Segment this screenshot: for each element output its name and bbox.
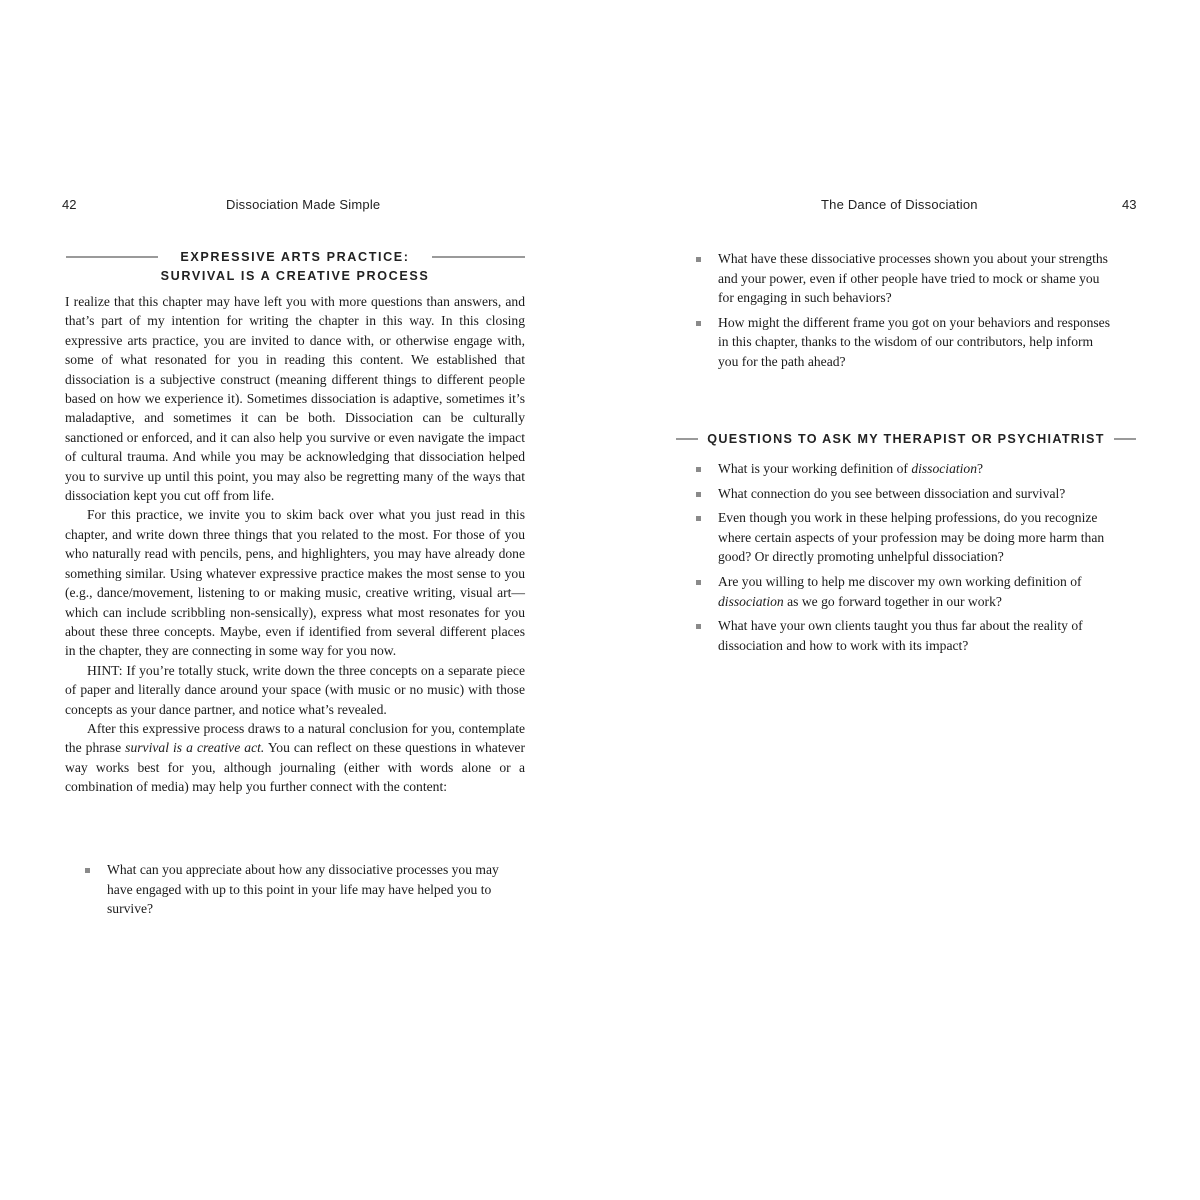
list-item-text: What have your own clients taught you thus far about the reality of dissociation and how to work with its impact? <box>718 618 1083 653</box>
square-bullet-icon <box>696 257 701 262</box>
list-item <box>696 616 1116 655</box>
list-item <box>696 572 1116 611</box>
paragraph: For this practice, we invite you to skim back over what you just read in this chapter, and write down three things that you related to the most. For those of you who naturally read with pencils, pens, and highlighters, you may have already done something similar. Using whatever expressive practice makes the most sense to you (e.g., dance/movement, listening to or making music, creative writing, visual art—which can include scribbling non-sensically), express what most resonates for you about these three concepts. Maybe, even if identified from several different places in the chapter, they are connecting in some way for you now. <box>65 507 525 659</box>
list-item <box>696 459 1116 479</box>
running-head: Dissociation Made Simple <box>226 197 381 212</box>
list-item-text: What is your working definition of <box>718 461 912 476</box>
bullet-list <box>696 249 1116 377</box>
emphasis-text: survival is a creative act. <box>125 740 265 756</box>
list-item <box>696 484 1116 504</box>
square-bullet-icon <box>696 624 701 629</box>
section-heading-line-2: SURVIVAL IS A CREATIVE PROCESS <box>160 269 430 283</box>
text-run: You can reflect on these questions in whatever way works best for you, although journaling (either with words alone or a combination of media) may help you further connect with the content: <box>65 740 525 795</box>
square-bullet-icon <box>696 492 701 497</box>
heading-rule-left <box>66 256 158 258</box>
square-bullet-icon <box>696 580 701 585</box>
paragraph: HINT: If you’re totally stuck, write down the three concepts on a separate piece of paper and literally dance around your space (with music or no music) with those concepts as your dance partner, and notice what’s revealed. <box>65 662 525 717</box>
list-item <box>696 508 1116 567</box>
list-item-text: How might the different frame you got on your behaviors and responses in this chapter, thanks to the wisdom of our contributors, help inform you for the path ahead? <box>718 314 1110 369</box>
square-bullet-icon <box>696 467 701 472</box>
list-item <box>85 860 505 919</box>
list-item-text: What connection do you see between dissociation and survival? <box>718 485 1066 501</box>
right-page <box>600 0 1200 1200</box>
list-item-text: What can you appreciate about how any dissociative processes you may have engaged with up to this point in your life may have helped you to survive? <box>107 862 499 917</box>
list-item-text: ? <box>977 461 984 476</box>
body-text <box>65 292 525 797</box>
heading-rule-right <box>432 256 525 258</box>
heading-rule-right <box>1114 438 1136 440</box>
page-number: 42 <box>62 197 77 212</box>
paragraph: I realize that this chapter may have left you with more questions than answers, and that’s part of my intention for writing the chapter in this way. In this closing expressive arts practice, you are invited to dance with, or otherwise engage with, some of what resonated for you in reading this content. We established that dissociation is a subjective construct (meaning different things to different people based on how we experience it). Sometimes dissociation is adaptive, sometimes it’s maladaptive, and sometimes it can be both. Dissociation can be culturally sanctioned or enforced, and it can also help you survive or even navigate the impact of cultural trauma. And while you may be acknowledging that dissociation helped you to survive up until this point, you may also be regretting many of the ways that dissociation kept you cut off from life. <box>65 294 525 504</box>
section-heading <box>158 248 432 286</box>
emphasis-text: dissociation <box>718 593 784 609</box>
square-bullet-icon <box>696 516 701 521</box>
text-run: After this expressive process draws to a natural conclusion for you, contemplate the phrase <box>65 720 525 756</box>
section-heading: QUESTIONS TO ASK MY THERAPIST OR PSYCHIATRIST <box>707 432 1105 446</box>
list-item <box>696 313 1116 372</box>
heading-rule-left <box>676 438 698 440</box>
list-item-text: What have these dissociative processes shown you about your strengths and your power, even if other people have tried to mock or shame you for engaging in such behaviors? <box>718 251 1108 306</box>
paragraph <box>65 719 525 797</box>
list-item-text: as we go forward together in our work? <box>783 593 1002 609</box>
list-item-text: Even though you work in these helping professions, do you recognize where certain aspects of your profession may be doing more harm than good? Or directly promoting unhelpful dissociation? <box>718 510 1105 565</box>
square-bullet-icon <box>696 321 701 326</box>
bullet-list <box>85 860 505 924</box>
list-item-text: Are you willing to help me discover my own working definition of <box>718 573 1082 589</box>
list-item <box>696 249 1116 308</box>
emphasis-text: dissociation <box>911 461 978 476</box>
section-heading-line-1: EXPRESSIVE ARTS PRACTICE: <box>180 250 410 264</box>
question-list <box>696 459 1116 660</box>
square-bullet-icon <box>85 868 90 873</box>
running-head: The Dance of Dissociation <box>821 197 978 212</box>
page-number: 43 <box>1122 197 1137 212</box>
